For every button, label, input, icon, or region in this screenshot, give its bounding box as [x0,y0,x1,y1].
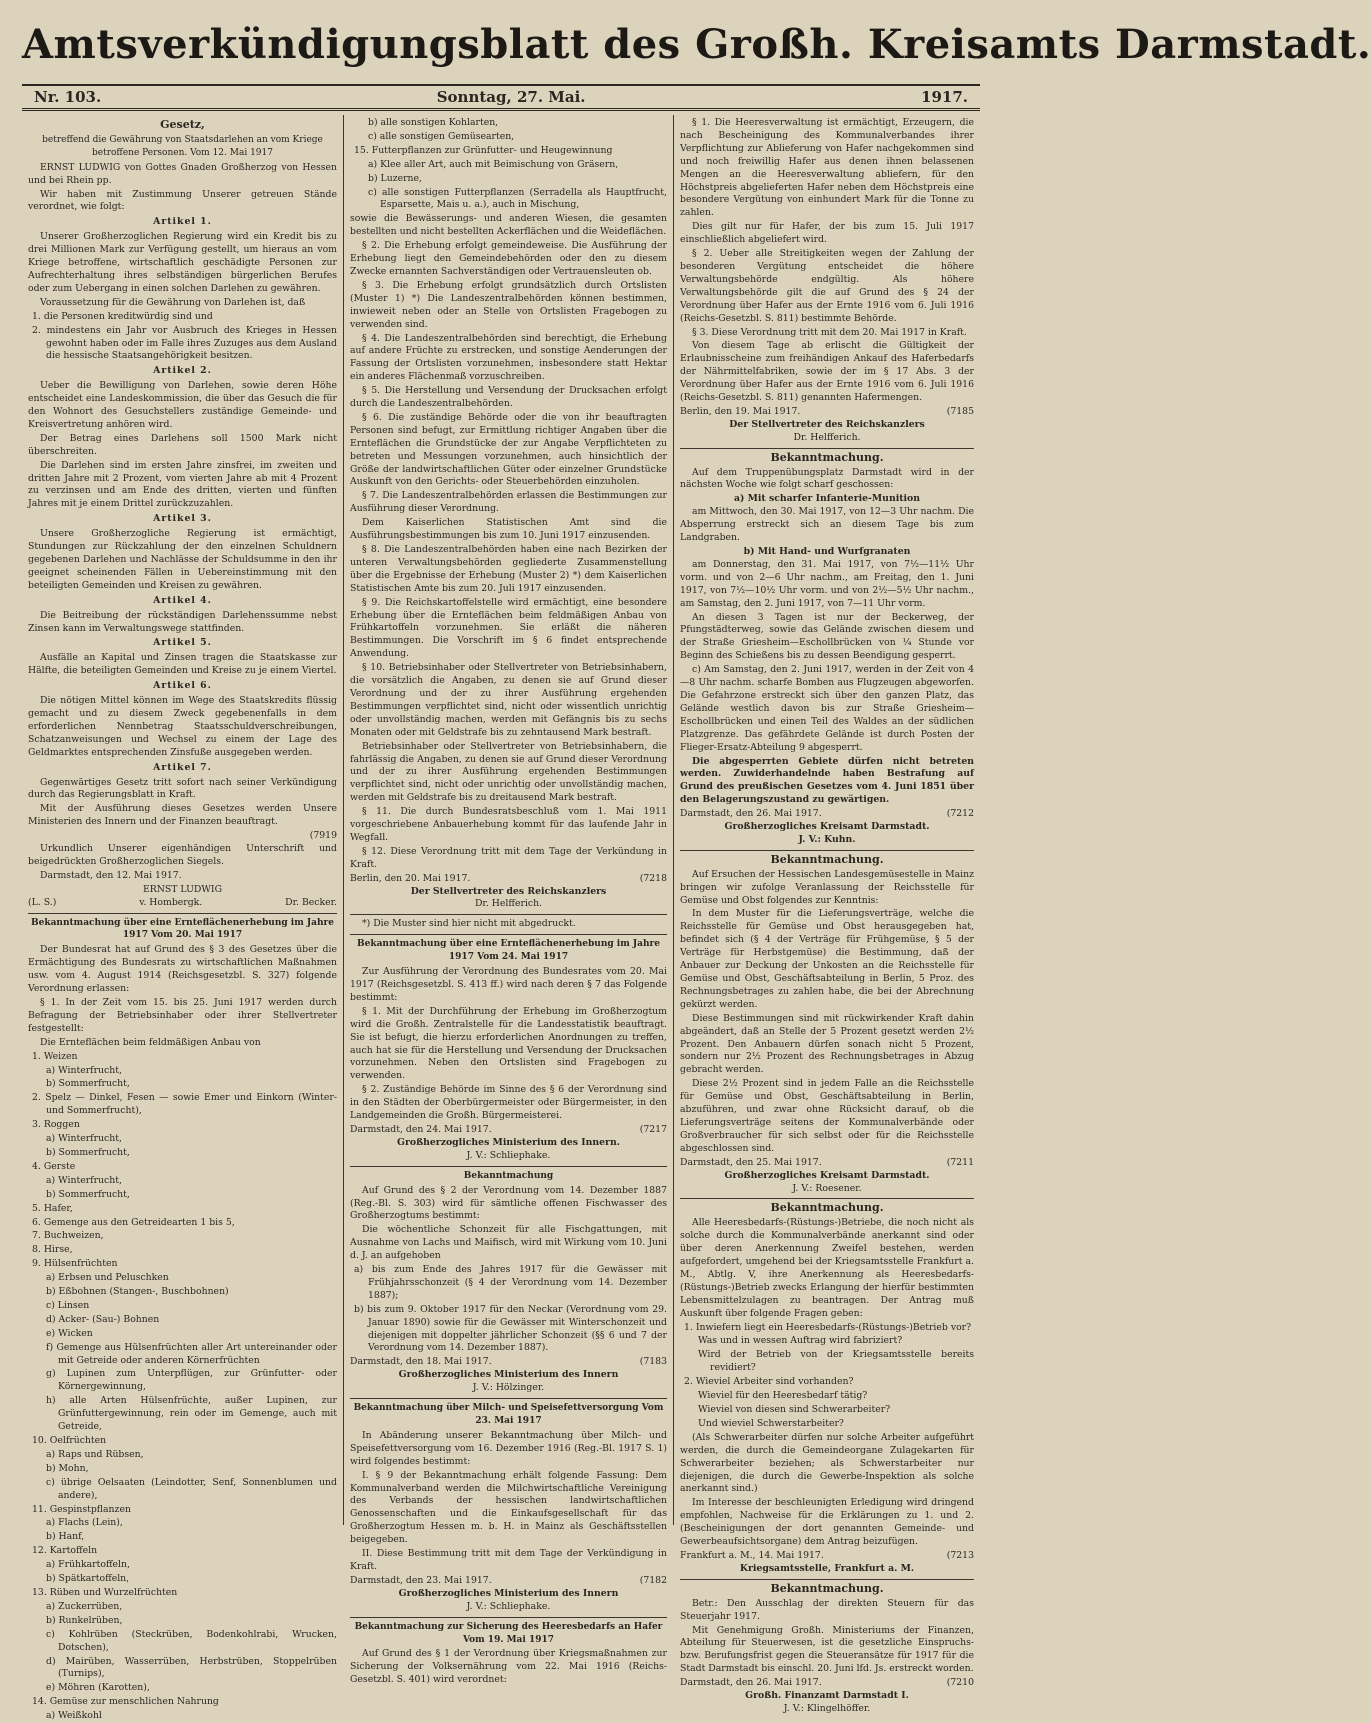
seal-mark: (L. S.) [28,896,57,908]
notice-title: Bekanntmachung. [770,1201,884,1215]
article-heading: Artikel 4. [153,594,212,606]
place-date: Berlin, den 20. Mai 1917. [350,872,471,884]
reference-number: (7211 [946,1156,974,1168]
article-text: Urkundlich Unserer eigenhändigen Unterschrift und beigedrückten Großherzoglichen Siegels. [28,843,337,867]
notice-text: Von diesem Tage ab erlischt die Gültigkeit der Erlaubnisscheine zum freihändigen Ankauf des Haferbedarfs der Nährmittelfabriken, sowie der im § 17 Abs. 3 der Verordnung über Hafer aus der Ernte 1916 vom 6. Juli 1916 (Reichs-Gesetzbl. S. 811) genannten Hafermengen. [680,340,974,404]
notice-text: § 3. Die Erhebung erfolgt grundsätzlich durch Ortslisten (Muster 1) *) Die Landeszentralbehörden können bestimmen, inwieweit neben oder an Stelle von Ortslisten Fragebogen zu verwenden sind. [350,279,667,330]
notice-text: Auf dem Truppenübungsplatz Darmstadt wird in der nächsten Woche wie folgt scharf geschossen: [680,466,974,491]
signature: J. V.: Kuhn. [798,833,856,845]
list-item: d) Mairüben, Wasserrüben, Herbstrüben, Stoppelrüben (Turnips), [46,1655,337,1680]
list-item: 4. Gerste [32,1160,76,1172]
article-text: Voraussetzung für die Gewährung von Darlehen ist, daß [40,296,306,308]
list-item: 3. Roggen [32,1119,80,1131]
law-intro-2: Wir haben mit Zustimmung Unserer getreuen Stände verordnet, wie folgt: [28,188,337,213]
notice-text: § 9. Die Reichskartoffelstelle wird ermächtigt, eine besondere Erhebung über die Ernteflächen beim feldmäßigen Anbau von Frühkartoffeln vorzunehmen. Sie erläßt die näheren Bestimmungen. Die Vorschrift im § 6 findet entsprechende Anwendung. [350,596,667,660]
list-item: f) Gemenge aus Hülsenfrüchten aller Art untereinander oder mit Getreide oder anderen Körnerfrüchten [46,1341,337,1366]
issue-date: Sonntag, 27. Mai. [436,88,586,106]
signature: J. V.: Hölzinger. [472,1382,545,1394]
article-heading: Artikel 7. [153,761,212,773]
article-text: Die Darlehen sind im ersten Jahre zinsfrei, im zweiten und dritten Jahre mit 2 Prozent, vom vierten Jahre ab mit 4 Prozent zu verzinsen und am Ende des dritten, vierten und fünften Jahres mit je einem Drittel zurückzuzahlen. [28,459,337,510]
issue-bar [22,84,980,111]
list-item: 9. Hülsenfrüchten [32,1258,118,1270]
divider [350,1398,667,1399]
notice-text: Betr.: Den Ausschlag der direkten Steuern für das Steuerjahr 1917. [680,1597,974,1622]
list-item: b) Mohn, [46,1462,89,1474]
divider [680,1198,974,1199]
article-heading: Artikel 2. [153,365,212,377]
notice-text: § 4. Die Landeszentralbehörden sind berechtigt, die Erhebung auf andere Früchte zu erstrecken, und sonstige Aenderungen der Fassung der Ortslisten vorzunehmen, insbesondere statt Hektar ein anderes Flächenmaß vorzuschreiben. [350,332,667,383]
signature: Dr. Helfferich. [793,431,861,443]
notice-text: c) Am Samstag, den 2. Juni 1917, werden in der Zeit von 4—8 Uhr nachm. scharfe Bomben aus Flugzeugen abgeworfen. Die Gefahrzone erstreckt sich über den ganzen Platz, das Gelände westlich davon bis zur Straße Griesheim—Eschollbrücken und einen Teil des Waldes an der südlichen Platzgrenze. Das gefährdete Gelände ist durch Posten der Flieger-Ersatz-Abteilung 9 abgesperrt. [680,664,974,753]
list-item: 2. mindestens ein Jahr vor Ausbruch des Krieges in Hessen gewohnt haben oder im Falle ihres Zuzuges aus dem Ausland die hessische Staatsangehörigkeit besitzen. [32,324,337,362]
article-text: Ausfälle an Kapital und Zinsen tragen die Staatskasse zur Hälfte, die beteiligten Gemeinden und Kreise zu je einem Viertel. [28,652,337,677]
divider [680,1579,974,1580]
signature: Großherzogliches Kreisamt Darmstadt. [724,821,930,833]
list-item: b) Runkelrüben, [46,1614,123,1626]
place-date: Darmstadt, den 23. Mai 1917. [350,1574,492,1586]
notice-title: Bekanntmachung [463,1170,554,1181]
place-date-row [680,406,974,419]
signature: Dr. Becker. [285,896,337,908]
notice-title: Bekanntmachung. [770,852,884,866]
list-item: 12. Kartoffeln [32,1545,98,1557]
notice-text: § 6. Die zuständige Behörde oder die von ihr beauftragten Personen sind befugt, zur Ermittlung richtiger Angaben über die Ernteflächen die Grundstücke der zur Angabe Verpflichteten zu betreten und Messungen vorzunehmen, auch hinsichtlich der Größe der landwirtschaftlichen Güter oder einzelner Grundstücke Auskunft von den Gerichts- oder Steuerbehörden einzuholen. [350,411,667,488]
notice-text: Auf Grund des § 1 der Verordnung über Kriegsmaßnahmen zur Sicherung der Volksernährung vom 22. Mai 1916 (Reichs-Gesetzbl. S. 401) wird verordnet: [350,1648,667,1686]
reference-number: (7217 [639,1123,667,1135]
notice-text: II. Diese Bestimmung tritt mit dem Tage der Verkündigung in Kraft. [350,1548,667,1572]
signature: Der Stellvertreter des Reichskanzlers [729,418,925,430]
notice-text: § 1. Mit der Durchführung der Erhebung im Großherzogtum wird die Großh. Zentralstelle für die Landesstatistik beauftragt. Sie ist befugt, die hierzu erforderlichen Anordnungen zu treffen, auch hat sie für die Herstellung und Versendung der Drucksachen vorzunehmen. Neben den Ortslisten sind Fragebogen zu verwenden. [350,1005,667,1082]
list-item: 10. Oelfrüchten [32,1435,107,1446]
place-date: Darmstadt, den 18. Mai 1917. [350,1356,492,1368]
signature: Kriegsamtsstelle, Frankfurt a. M. [739,1562,915,1574]
notice-text: (Als Schwerarbeiter dürfen nur solche Arbeiter aufgeführt werden, die durch die Gemeindeorgane Zulagekarten für Schwerarbeiter beziehen; als Schwerstarbeiter nur diejenigen, die durch die Gewerbe-Inspektion als solche anerkannt sind.) [680,1431,974,1495]
notice-text: Die abgesperrten Gebiete dürfen nicht betreten werden. Zuwiderhandelnde haben Bestrafung auf Grund des preußischen Gesetzes vom 4. Juni 1851 über den Belagerungszustand zu gewärtigen. [680,755,974,806]
masthead: Amtsverkündigungsblatt des Großh. Kreisamts Darmstadt. [22,21,1371,68]
notice-text: Die wöchentliche Schonzeit für alle Fischgattungen, mit Ausnahme von Lachs und Maifisch, wird mit Wirkung vom 10. Juni d. J. an aufgehoben [350,1224,667,1262]
list-item: b) Sommerfrucht, [46,1188,130,1200]
notice-text: am Mittwoch, den 30. Mai 1917, von 12—3 Uhr nachm. Die Absperrung erstreckt sich an diesem Tage bis zum Landgraben. [680,506,974,544]
article-text: Unserer Großherzoglichen Regierung wird ein Kredit bis zu drei Millionen Mark zur Verfügung gestellt, um hieraus an vom Kriege betroffene, wirtschaftlich geschädigte Personen zur Aufrechterhaltung ihres selbständigen bürgerlichen Berufes oder zum Uebergang in einen solchen Darlehen zu gewähren. [28,231,337,294]
notice-text: Auf Ersuchen der Hessischen Landesgemüsestelle in Mainz bringen wir zufolge Veranlassung der Reichsstelle für Gemüse und Obst folgendes zur Kenntnis: [680,868,974,906]
notice-text: § 2. Die Erhebung erfolgt gemeindeweise. Die Ausführung der Erhebung liegt den Gemeindebehörden oder den zu diesem Zwecke ernannten Sachverständigen oder Vertrauensleuten ob. [350,240,667,277]
list-item: 8. Hirse, [32,1244,73,1256]
list-item: b) Sommerfrucht, [46,1078,130,1090]
issue-number: Nr. 103. [34,88,102,106]
column-2 [344,115,674,1686]
notice-text: I. § 9 der Bekanntmachung erhält folgende Fassung: Dem Kommunalverband werden die Milchwirtschaftliche Vereinigung des Verbands der hessischen landwirtschaftlichen Genossenschaften und die Einkaufsgesellschaft für das Großherzogtum Hessen m. b. H. in Mainz als Geschäftsstellen beigegeben. [350,1469,667,1546]
notice-text: Mit Genehmigung Großh. Ministeriums der Finanzen, Abteilung für Steuerwesen, ist die gesetzliche Einspruchs- bzw. Berufungsfrist gegen die Steueransätze für 1917 für die Stadt Darmstadt bis einschl. 20. Juni lfd. Js. erstreckt worden. [680,1624,974,1675]
signature: Großh. Finanzamt Darmstadt I. [745,1690,909,1702]
notice-text: § 11. Die durch Bundesratsbeschluß vom 1. Mai 1911 vorgeschriebene Anbauerhebung kommt für das laufende Jahr in Wegfall. [350,806,667,843]
notice-text: § 1. Die Heeresverwaltung ist ermächtigt, Erzeugern, die nach Bescheinigung des Kommunalverbandes ihrer Verpflichtung zur Ablieferung von Hafer nachgekommen sind und noch freiwillig Hafer aus denen ihnen belassenen Mengen an die Heeresverwaltung abliefern, für den Höchstpreis abgelieferten Hafer neben dem Höchstpreis eine besondere Vergütung von einhundert Mark für die Tonne zu zahlen. [680,117,974,219]
notice-text: § 3. Diese Verordnung tritt mit dem 20. Mai 1917 in Kraft. [692,326,967,338]
reference-number: (7182 [639,1574,667,1586]
notice-text: Dem Kaiserlichen Statistischen Amt sind die Ausführungsbestimmungen bis zum 10. Juni 1917 einzusenden. [350,517,667,542]
divider [350,1617,667,1618]
reference-number: (7919 [309,830,337,842]
divider [350,934,667,935]
list-item: b) alle sonstigen Kohlarten, [368,117,499,128]
notice-text: Alle Heeresbedarfs-(Rüstungs-)Betriebe, die noch nicht als solche durch die Kommunalverbände anerkannt sind oder über deren Anerkennung Zweifel bestehen, werden aufgefordert, umgehend bei der Kriegsamtsstelle Frankfurt a. M., Abtlg. V, ihre Anerkennung als Heeresbedarfs-(Rüstungs-)Betrieb zwecks Erlangung der hierfür bestimmten Lebensmittelzulagen zu beantragen. Der Antrag muß Auskunft über folgende Fragen geben: [680,1217,974,1319]
list-item: a) Winterfrucht, [46,1174,122,1186]
list-item: 5. Hafer, [32,1202,73,1214]
signature: ERNST LUDWIG [142,883,223,895]
place-date-row [680,1157,974,1170]
article-heading: Artikel 6. [153,680,212,692]
notice-subheading: a) Mit scharfer Infanterie-Munition [733,493,921,505]
list-item: 1. Weizen [32,1050,78,1062]
columns [22,115,980,1722]
place-date: Darmstadt, den 26. Mai 1917. [680,808,822,820]
place-date: Darmstadt, den 12. Mai 1917. [40,869,182,881]
notice-text: § 1. In der Zeit vom 15. bis 25. Juni 1917 werden durch Befragung der Betriebsinhaber oder ihrer Stellvertreter festgestellt: [28,997,337,1034]
reference-number: (7218 [639,872,667,884]
notice-title: Bekanntmachung über eine Ernteflächenerhebung im Jahre 1917 Vom 20. Mai 1917 [31,917,334,941]
divider [28,913,337,914]
article-heading: Artikel 1. [153,216,212,228]
notice-text: In Abänderung unserer Bekanntmachung über Milch- und Speisefettversorgung vom 16. Dezember 1916 (Reg.-Bl. 1917 S. 1) wird folgendes bestimmt: [350,1429,667,1467]
place-date-row [350,873,667,886]
list-item: a) Flachs (Lein), [46,1517,123,1529]
article-text: Der Betrag eines Darlehens soll 1500 Mark nicht überschreiten. [28,432,337,457]
signature: Großherzogliches Kreisamt Darmstadt. [724,1169,930,1181]
list-item: b) Sommerfrucht, [46,1146,130,1158]
notice-subheading: b) Mit Hand- und Wurfgranaten [743,546,911,557]
column-1 [22,115,344,1722]
list-item: 11. Gespinstpflanzen [32,1503,131,1515]
signature-row [28,897,337,910]
list-item: Wird der Betrieb von der Kriegsamtsstelle bereits revidiert? [698,1349,974,1374]
signature: J. V.: Roesener. [792,1182,862,1194]
list-item: 1. Inwiefern liegt ein Heeresbedarfs-(Rüstungs-)Betrieb vor? [684,1321,972,1333]
notice-title: Bekanntmachung. [770,1581,884,1595]
list-item: e) Möhren (Karotten), [46,1682,150,1694]
signature: Der Stellvertreter des Reichskanzlers [410,885,607,897]
place-date-row [350,1575,667,1588]
place-date-row [680,1677,974,1690]
signature: Dr. Helfferich. [474,898,543,910]
list-item: h) alle Arten Hülsenfrüchte, außer Lupinen, zur Grünfuttergewinnung, rein oder im Gemenge, auch mit Getreide, [46,1395,337,1433]
list-item: a) Klee aller Art, auch mit Beimischung von Gräsern, [368,158,619,170]
signature: Großherzogliches Ministerium des Innern [398,1369,619,1381]
divider [680,448,974,449]
article-text: Unsere Großherzogliche Regierung ist ermächtigt, Stundungen zur Rückzahlung der den einzelnen Schuldnern gegebenen Darlehen und Nachlässe der Schuldsumme in den ihr geeignet scheinenden Fällen in Uebereinstimmung mit den beteiligten Gemeinden und Kreisen zu gewähren. [28,528,337,591]
notice-text: Der Bundesrat hat auf Grund des § 3 des Gesetzes über die Ermächtigung des Bundesrats zu wirtschaftlichen Maßnahmen usw. vom 4. August 1914 (Reichsgesetzbl. S. 327) folgende Verordnung erlassen: [28,944,337,995]
place-date: Darmstadt, den 25. Mai 1917. [680,1156,822,1168]
notice-text: § 12. Diese Verordnung tritt mit dem Tage der Verkündung in Kraft. [350,845,667,870]
crop-list-continued [350,117,667,212]
list-item: 15. Futterpflanzen zur Grünfutter- und Heugewinnung [354,144,613,156]
signature: Großherzogliches Ministerium des Innern [398,1587,619,1599]
signature: Großherzogliches Ministerium des Innern. [397,1136,620,1148]
list-item: a) Weißkohl [46,1710,102,1722]
law-subtitle: betreffend die Gewährung von Staatsdarlehen an vom Kriege betroffene Personen. Vom 12. Mai 1917 [42,134,323,158]
notice-text: Im Interesse der beschleunigten Erledigung wird dringend empfohlen, Nachweise für die Erklärungen zu 1. und 2. (Bescheinigungen der dort genannten Gemeinde- und Gewerbeaufsichtsorgane) dem Antrag beizufügen. [680,1497,974,1548]
list-item: b) Hanf, [46,1531,85,1543]
article-text: Mit der Ausführung dieses Gesetzes werden Unsere Ministerien des Innern und der Finanzen beauftragt. [28,803,337,828]
notice-text: § 7. Die Landeszentralbehörden erlassen die Bestimmungen zur Ausführung dieser Verordnung. [350,490,667,515]
list-item: 14. Gemüse zur menschlichen Nahrung [32,1696,219,1708]
list-item: 2. Spelz — Dinkel, Fesen — sowie Emer und Einkorn (Winter- und Sommerfrucht), [32,1092,337,1117]
notice-text: § 2. Ueber alle Streitigkeiten wegen der Zahlung der besonderen Vergütung entscheidet die höhere Verwaltungsbehörde endgültig. Als höhere Verwaltungsbehörde gilt die auf Grund des § 24 der Verordnung über Hafer aus der Ernte 1916 vom 6. Juli 1916 (Reichs-Gesetzbl. S. 811) bestimmte Behörde. [680,248,974,324]
place-date: Darmstadt, den 26. Mai 1917. [680,1677,822,1689]
reference-number: (7213 [946,1549,974,1561]
notice-text: am Donnerstag, den 31. Mai 1917, von 7½—11½ Uhr vorm. und von 2—6 Uhr nachm., am Freitag, den 1. Juni 1917, von 7½—10½ Uhr vorm. und von 2½—5½ Uhr nachm., am Samstag, den 2. Juni 1917, von 7—11 Uhr vorm. [680,558,974,609]
notice-text: § 8. Die Landeszentralbehörden haben eine nach Bezirken der unteren Verwaltungsbehörden gegliederte Zusammenstellung über die Ergebnisse der Erhebung (Muster 2) *) dem Kaiserlichen Statistischen Amte bis zum 20. Juli 1917 einzusenden. [350,544,667,594]
list-item: d) Acker- (Sau-) Bohnen [46,1313,160,1325]
list-item: c) Kohlrüben (Steckrüben, Bodenkohlrabi, Wrucken, Dotschen), [46,1628,337,1653]
notice-text: § 5. Die Herstellung und Versendung der Drucksachen erfolgt durch die Landeszentralbehörden. [350,385,667,410]
law-title: Gesetz, [160,118,205,131]
list-item: Und wieviel Schwerstarbeiter? [698,1417,844,1429]
column-3 [674,115,980,1714]
list-item: b) Luzerne, [368,172,422,184]
notice-text: Betriebsinhaber oder Stellvertreter von Betriebsinhabern, die fahrlässig die Angaben, zu denen sie auf Grund dieser Verordnung und der zu ihrer Ausführung ergehenden Bestimmungen verpflichtet sind, nicht oder unrichtig oder unvollständig machen, werden mit Geldstrafe bis zu dreitausend Mark bestraft. [350,740,667,804]
notice-text: sowie die Bewässerungs- und anderen Wiesen, die gesamten bestellten und nicht bestellten Ackerflächen und die Weideflächen. [350,213,667,238]
list-item: b) Spätkartoffeln, [46,1573,130,1585]
list-item: a) Winterfrucht, [46,1133,122,1145]
notice-title: Bekanntmachung über eine Ernteflächenerhebung im Jahre 1917 Vom 24. Mai 1917 [357,939,660,963]
notice-text: Diese Bestimmungen sind mit rückwirkender Kraft dahin abgeändert, daß an Stelle der 5 Prozent gesetzt werden 2½ Prozent. Den Anbauern dürfen sonach nicht 5 Prozent, sondern nur 2½ Prozent des Rechnungsbetrages in Abzug gebracht werden. [680,1012,974,1076]
list-item: 1. die Personen kreditwürdig sind und [32,310,213,322]
list-item: b) Eßbohnen (Stangen-, Buschbohnen) [46,1286,229,1298]
list-item: Was und in wessen Auftrag wird fabriziert? [698,1335,903,1347]
list-item: b) bis zum 9. Oktober 1917 für den Neckar (Verordnung vom 29. Januar 1890) sowie für die Gewässer mit Winterschonzeit und diejenigen mit doppelter jährlicher Schonzeit (§§ 6 und 7 der Verordnung vom 14. Dezember 1887). [354,1303,667,1354]
reference-number: (7210 [946,1677,974,1689]
footnote: *) Die Muster sind hier nicht mit abgedruckt. [362,918,576,930]
notice-text: Dies gilt nur für Hafer, der bis zum 15. Juli 1917 einschließlich abgeliefert wird. [680,221,974,246]
notice-title: Bekanntmachung. [770,450,884,464]
notice-title: Bekanntmachung über Milch- und Speisefettversorgung Vom 23. Mai 1917 [353,1403,664,1426]
reference-number: (7185 [946,405,974,417]
place-date-row [350,1124,667,1137]
list-item: a) bis zum Ende des Jahres 1917 für die Gewässer mit Frühjahrsschonzeit (§ 4 der Verordnung vom 14. Dezember 1887); [354,1264,667,1301]
list-item: a) Frühkartoffeln, [46,1559,130,1571]
list-item: 7. Buchweizen, [32,1230,104,1242]
reference-number: (7212 [946,808,974,820]
notice-text: Die Ernteflächen beim feldmäßigen Anbau von [40,1036,261,1048]
article-text: Ueber die Bewilligung von Darlehen, sowie deren Höhe entscheidet eine Landeskommission, die über das Gesuch die für den Wohnort des Gesuchstellers zuständige Gemeinde- und Kreisvertretung anhören wird. [28,380,337,430]
place-date-row [680,808,974,821]
notice-text: An diesen 3 Tagen ist nur der Beckerweg, der Pfungstädterweg, sowie das Gelände zwischen diesem und der Straße Griesheim—Eschollbrücken von ¼ Stunde vor Beginn des Schießens bis zu dessen Beendigung gesperrt. [680,611,974,662]
divider [350,914,667,915]
list-item: a) Zuckerrüben, [46,1600,123,1612]
notice-text: Zur Ausführung der Verordnung des Bundesrates vom 20. Mai 1917 (Reichsgesetzbl. S. 413 ff.) wird nach deren § 7 das Folgende bestimmt: [350,966,667,1003]
notice-text: § 2. Zuständige Behörde im Sinne des § 6 der Verordnung sind in den Städten der Oberbürgermeister oder Bürgermeister, in den Landgemeinden die Großh. Bürgermeisterei. [350,1084,667,1122]
notice-text: § 10. Betriebsinhaber oder Stellvertreter von Betriebsinhabern, die vorsätzlich die Angaben, zu denen sie auf Grund dieser Verordnung und der zu ihrer Ausführung ergehenden Bestimmungen verpflichtet sind, nicht oder wissentlich unrichtig oder unvollständig machen, werden mit Gefängnis bis zu sechs Monaten oder mit Geldstrafe bis zu zehntausend Mark bestraft. [350,662,667,738]
notice-text: Auf Grund des § 2 der Verordnung vom 14. Dezember 1887 (Reg.-Bl. S. 303) wird für sämtliche offenen Fischwasser des Großherzogtums bestimmt: [350,1184,667,1222]
divider [680,850,974,851]
reference-number: (7183 [639,1356,667,1368]
list-item: 6. Gemenge aus den Getreidearten 1 bis 5, [32,1216,235,1228]
article-heading: Artikel 3. [153,513,212,525]
list-item: Wieviel von diesen sind Schwerarbeiter? [698,1404,891,1415]
divider [350,1166,667,1167]
list-item: c) alle sonstigen Futterpflanzen (Serradella als Hauptfrucht, Esparsette, Mais u. a.), auch in Mischung, [368,186,667,211]
signature: v. Hombergk. [139,896,203,908]
article-text: Die Beitreibung der rückständigen Darlehenssumme nebst Zinsen kann im Verwaltungswege stattfinden. [28,609,337,634]
list-item: 2. Wieviel Arbeiter sind vorhanden? [684,1376,854,1388]
article-heading: Artikel 5. [153,637,212,649]
list-item: c) alle sonstigen Gemüsearten, [368,130,515,142]
place-date: Berlin, den 19. Mai 1917. [680,405,801,417]
list-item: Wieviel für den Heeresbedarf tätig? [698,1390,868,1402]
list-item: a) Erbsen und Peluschken [46,1272,169,1284]
article-text: Gegenwärtiges Gesetz tritt sofort nach seiner Verkündigung durch das Regierungsblatt in Kraft. [28,776,337,801]
article-text: Die nötigen Mittel können im Wege des Staatskredits flüssig gemacht und zu diesem Zweck gegebenenfalls in dem erforderlichen Nennbetrag Staatsschuldverschreibungen, Schatzanweisungen und Wechsel zu einem der Lage des Geldmarktes entsprechenden Zinsfuße ausgegeben werden. [28,695,337,758]
issue-year: 1917. [921,88,968,106]
signature: J. V.: Schliephake. [466,1149,551,1161]
list-item: c) übrige Oelsaaten (Leindotter, Senf, Sonnenblumen und andere), [46,1476,337,1501]
notice-text: In dem Muster für die Lieferungsverträge, welche die Reichsstelle für Gemüse und Obst herausgegeben hat, befindet sich (§ 4 der Verträge für Frühgemüse, § 5 der Verträge für Herbstgemüse) die Bestimmung, daß der Anbauer zur Deckung der Unkosten an die Reichsstelle für Gemüse und Obst, Geschäftsabteilung in Berlin, 5 Proz. des Rechnungsbetrages zu zahlen habe, die bei der Abrechnung gekürzt werden. [680,908,974,1010]
law-intro: ERNST LUDWIG von Gottes Gnaden Großherzog von Hessen und bei Rhein pp. [28,161,337,186]
signature: J. V.: Schliephake. [466,1600,551,1612]
list-item: 13. Rüben und Wurzelfrüchten [32,1586,178,1598]
list-item: g) Lupinen zum Unterpflügen, zur Grünfutter- oder Körnergewinnung, [46,1368,337,1393]
signature: J. V.: Klingelhöffer. [783,1702,871,1714]
place-date: Frankfurt a. M., 14. Mai 1917. [680,1549,824,1561]
list-item: e) Wicken [46,1327,93,1339]
list-item: a) Raps und Rübsen, [46,1448,144,1460]
list-item: a) Winterfrucht, [46,1064,122,1076]
crop-list [28,1051,337,1723]
place-date: Darmstadt, den 24. Mai 1917. [350,1123,492,1135]
list-item: c) Linsen [46,1299,90,1311]
place-date-row [350,1356,667,1369]
place-date-row [680,1550,974,1563]
notice-text: Diese 2½ Prozent sind in jedem Falle an die Reichsstelle für Gemüse und Obst, Geschäftsabteilung in Berlin, abzuführen, und zwar ohne Rücksicht darauf, ob die Lieferungsverträge seitens der Kommunalverbände oder Großverbraucher für sich selbst oder für die Reichsstelle abgeschlossen sind. [680,1078,974,1154]
notice-title: Bekanntmachung zur Sicherung des Heeresbedarfs an Hafer Vom 19. Mai 1917 [354,1621,663,1645]
